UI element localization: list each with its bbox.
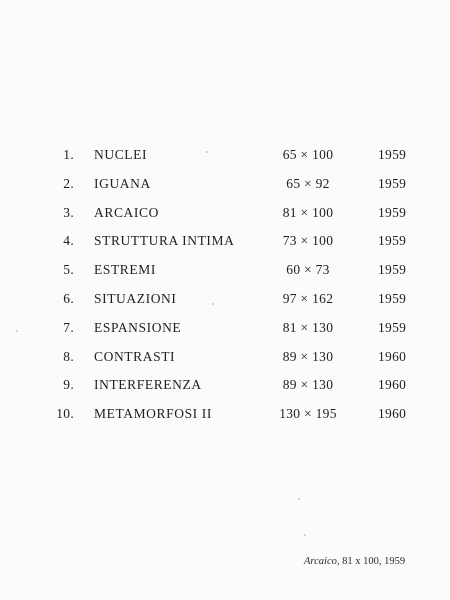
work-dimensions: 65 × 100 bbox=[282, 147, 334, 162]
paper-speck bbox=[206, 151, 208, 153]
work-number: 3. bbox=[63, 204, 74, 220]
work-row bbox=[0, 343, 450, 372]
work-year: 1959 bbox=[378, 233, 407, 249]
work-number: 5. bbox=[63, 262, 74, 278]
work-row bbox=[0, 141, 450, 170]
work-dimensions: 60 × 73 bbox=[286, 262, 330, 278]
work-number: 2. bbox=[63, 175, 74, 191]
work-year: 1960 bbox=[378, 406, 407, 422]
work-dimensions: 81 × 130 bbox=[282, 319, 334, 335]
work-number: 8. bbox=[63, 348, 74, 364]
work-row bbox=[0, 371, 450, 400]
work-year: 1959 bbox=[378, 204, 407, 220]
work-dimensions: 97 × 162 bbox=[282, 290, 334, 306]
works-list bbox=[0, 141, 450, 429]
work-title: STRUTTURA INTIMA bbox=[94, 233, 235, 249]
work-title: ESPANSIONE bbox=[94, 319, 182, 335]
work-year: 1959 bbox=[378, 262, 407, 278]
paper-speck bbox=[212, 303, 214, 305]
work-row bbox=[0, 199, 450, 228]
work-year: 1959 bbox=[378, 290, 407, 306]
work-title: IGUANA bbox=[94, 175, 151, 191]
work-number: 6. bbox=[63, 290, 74, 306]
work-title: METAMORFOSI II bbox=[94, 406, 212, 422]
paper-speck bbox=[16, 330, 18, 332]
work-dimensions: 89 × 130 bbox=[282, 377, 334, 393]
work-title: ESTREMI bbox=[94, 262, 156, 278]
work-row bbox=[0, 400, 450, 429]
work-dimensions: 65 × 92 bbox=[286, 175, 330, 191]
work-title: ARCAICO bbox=[94, 204, 159, 220]
work-row bbox=[0, 314, 450, 343]
work-row bbox=[0, 256, 450, 285]
work-row bbox=[0, 170, 450, 199]
work-year: 1959 bbox=[378, 175, 407, 191]
work-number: 9. bbox=[63, 377, 74, 393]
work-number: 10. bbox=[56, 406, 74, 422]
illustration-caption bbox=[304, 556, 405, 567]
paper-speck bbox=[304, 534, 306, 536]
work-year: 1960 bbox=[378, 377, 407, 393]
caption-details: 81 x 100, 1959 bbox=[342, 556, 406, 567]
work-year: 1960 bbox=[378, 348, 407, 364]
paper-speck bbox=[298, 498, 300, 500]
work-row bbox=[0, 285, 450, 314]
work-dimensions: 81 × 100 bbox=[282, 204, 334, 220]
work-number: 7. bbox=[63, 319, 74, 335]
work-row bbox=[0, 227, 450, 256]
work-dimensions: 89 × 130 bbox=[282, 348, 334, 364]
work-title: SITUAZIONI bbox=[94, 290, 177, 306]
work-title: NUCLEI bbox=[94, 147, 148, 162]
work-number: 1. bbox=[63, 147, 74, 162]
caption-title: Arcaico, bbox=[304, 556, 340, 567]
work-year: 1959 bbox=[378, 147, 407, 162]
work-year: 1959 bbox=[378, 319, 407, 335]
work-dimensions: 73 × 100 bbox=[282, 233, 334, 249]
work-number: 4. bbox=[63, 233, 74, 249]
work-title: INTERFERENZA bbox=[94, 377, 202, 393]
work-title: CONTRASTI bbox=[94, 348, 176, 364]
work-dimensions: 130 × 195 bbox=[279, 406, 337, 422]
